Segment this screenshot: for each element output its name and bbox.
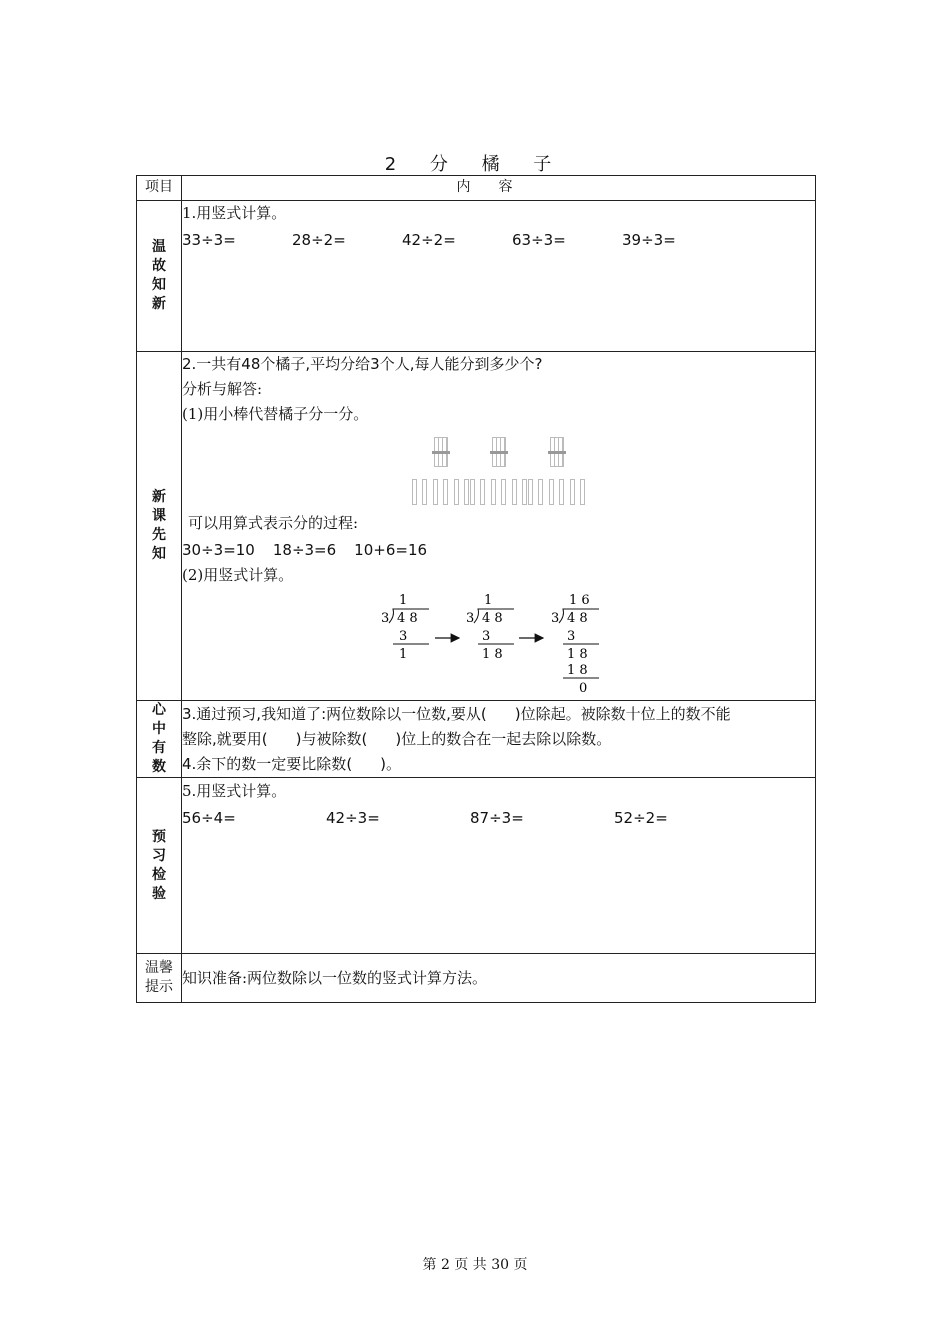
expression: 56÷4= — [182, 809, 236, 827]
step-a-remainder: 1 — [398, 647, 407, 662]
section-tip — [137, 954, 816, 1003]
stick-icon — [512, 479, 517, 505]
step-a-dividend: 4 8 — [396, 611, 418, 626]
expression: 28÷2= — [292, 231, 346, 249]
tip-label-line1: 温馨 — [145, 960, 173, 976]
long-division-svg — [379, 592, 619, 696]
stick-icon — [559, 479, 564, 505]
stick-icon — [528, 479, 533, 505]
step1-text: (1)用小棒代替橘子分一分。 — [182, 405, 369, 423]
header-item: 项目 — [137, 176, 182, 201]
step-c-bringdown: 1 8 — [566, 647, 588, 662]
expression: 63÷3= — [512, 231, 566, 249]
step-b-product: 3 — [481, 629, 490, 644]
expression: 33÷3= — [182, 231, 236, 249]
check-expressions — [182, 806, 815, 831]
equation: 10+6=16 — [354, 541, 428, 559]
check-question: 5.用竖式计算。 — [182, 782, 287, 800]
new-question: 2.一共有48个橘子,平均分给3个人,每人能分到多少个? — [182, 355, 543, 373]
stick-group — [528, 437, 586, 505]
section-label-check: 预习检验 — [152, 828, 166, 902]
section-label-mind: 心中有数 — [152, 702, 166, 775]
section-label-new: 新课先知 — [152, 489, 166, 562]
final-remainder: 0 — [578, 681, 587, 696]
stick-icon — [470, 479, 475, 505]
expression: 39÷3= — [622, 231, 676, 249]
step-c-product: 3 — [566, 629, 575, 644]
table-header — [137, 176, 816, 201]
stick-icon — [422, 479, 427, 505]
step-a-product: 3 — [398, 629, 407, 644]
review-expressions — [182, 228, 815, 253]
step-b-divisor: 3 — [465, 611, 474, 626]
page-footer: 第 2 页 共 30 页 — [422, 1257, 528, 1273]
equation: 30÷3=10 — [182, 541, 255, 559]
stick-bundle-icon — [550, 437, 564, 467]
expression: 42÷2= — [402, 231, 456, 249]
step-c-divisor: 3 — [550, 611, 559, 626]
expression: 52÷2= — [614, 809, 668, 827]
stick-bundle-icon — [492, 437, 506, 467]
stick-icon — [549, 479, 554, 505]
stick-icon — [443, 479, 448, 505]
stick-icon — [491, 479, 496, 505]
equations — [182, 538, 815, 563]
step-c-second-product: 1 8 — [566, 663, 588, 678]
tip-label-line2: 提示 — [145, 979, 173, 995]
step-b-bringdown: 1 8 — [481, 647, 503, 662]
stick-group — [470, 437, 528, 505]
section-review — [137, 201, 816, 352]
sticks-illustration — [182, 437, 815, 505]
step-b-dividend: 4 8 — [481, 611, 503, 626]
final-quotient: 1 6 — [568, 593, 590, 608]
step-a-quotient: 1 — [398, 593, 407, 608]
step-a-divisor: 3 — [380, 611, 389, 626]
long-division-diagram — [182, 592, 815, 696]
section-mind — [137, 701, 816, 778]
worksheet-table — [136, 175, 816, 1003]
review-question: 1.用竖式计算。 — [182, 204, 287, 222]
stick-icon — [454, 479, 459, 505]
mind-line-1: 3.通过预习,我知道了:两位数除以一位数,要从( )位除起。被除数十位上的数不能 — [182, 705, 731, 723]
stick-icon — [570, 479, 575, 505]
analysis-label: 分析与解答: — [182, 380, 263, 398]
expression: 87÷3= — [470, 809, 524, 827]
stick-icon — [433, 479, 438, 505]
stick-icon — [480, 479, 485, 505]
page-title: 2 分 橘 子 — [384, 154, 566, 175]
step-c-dividend: 4 8 — [566, 611, 588, 626]
step2-text: (2)用竖式计算。 — [182, 566, 294, 584]
stick-icon — [501, 479, 506, 505]
section-new — [137, 352, 816, 701]
step-b-quotient: 1 — [483, 593, 492, 608]
mind-line-3: 4.余下的数一定要比除数( )。 — [182, 755, 402, 773]
stick-group — [412, 437, 470, 505]
stick-icon — [538, 479, 543, 505]
equation: 18÷3=6 — [272, 541, 337, 559]
header-content: 内容 — [182, 176, 816, 201]
tip-text: 知识准备:两位数除以一位数的竖式计算方法。 — [182, 954, 816, 1003]
mind-line-2: 整除,就要用( )与被除数( )位上的数合在一起去除以除数。 — [182, 730, 612, 748]
section-check — [137, 778, 816, 954]
explain-text: 可以用算式表示分的过程: — [188, 514, 359, 532]
stick-bundle-icon — [434, 437, 448, 467]
stick-icon — [412, 479, 417, 505]
stick-icon — [580, 479, 585, 505]
section-label-review: 温故知新 — [152, 239, 166, 312]
expression: 42÷3= — [326, 809, 380, 827]
